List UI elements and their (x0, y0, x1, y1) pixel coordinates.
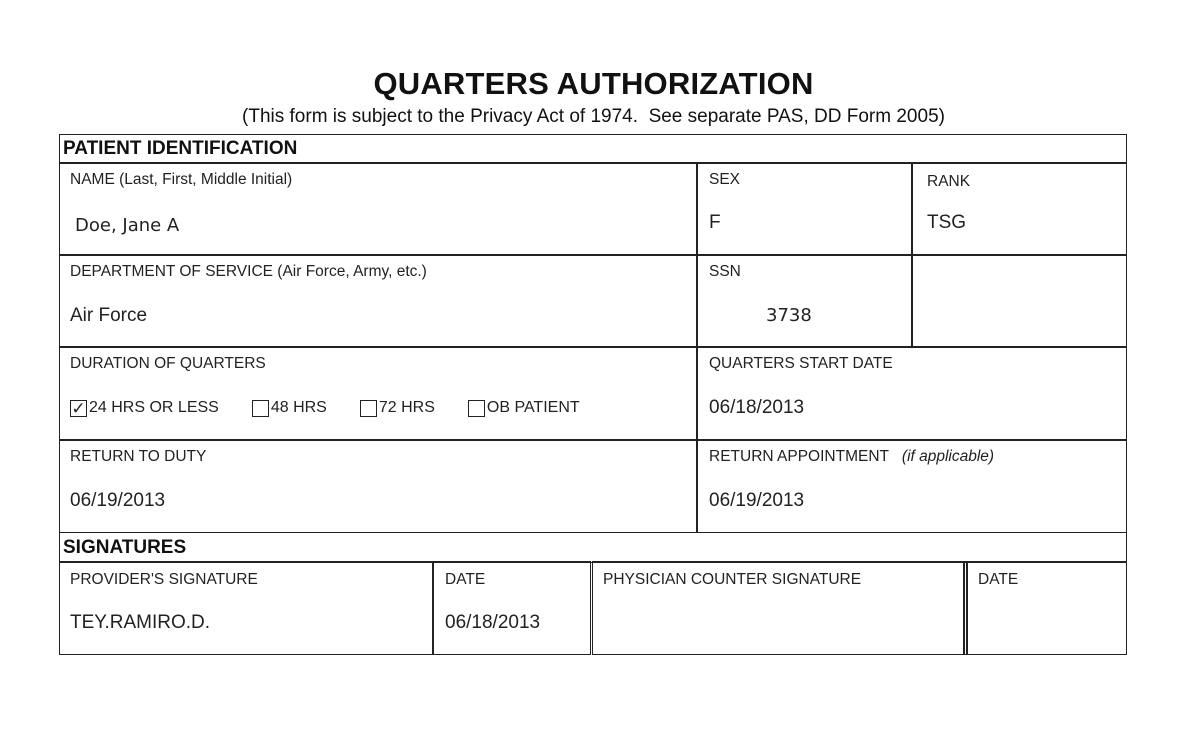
provider-signature-label: PROVIDER'S SIGNATURE (70, 571, 258, 588)
return-to-duty-value: 06/19/2013 (70, 490, 166, 511)
start-date-cell[interactable] (698, 347, 1127, 439)
provider-signature-value: TEY.RAMIRO.D. (70, 612, 211, 633)
checkbox-72-hrs[interactable] (360, 400, 377, 417)
option-ob-patient[interactable] (468, 399, 580, 417)
ssn-label: SSN (709, 263, 741, 280)
physician-date-label: DATE (978, 571, 1019, 588)
provider-signature-cell[interactable] (59, 563, 432, 655)
sex-value: F (709, 212, 721, 233)
form-title: QUARTERS AUTHORIZATION (373, 66, 814, 101)
return-appointment-title: RETURN APPOINTMENT (709, 448, 889, 465)
rank-label: RANK (927, 173, 971, 190)
checkbox-24-hrs[interactable]: ✓ (71, 398, 86, 418)
signatures-header-box (59, 532, 1127, 563)
ssn-cell[interactable] (698, 255, 911, 346)
name-label: NAME (Last, First, Middle Initial) (70, 171, 293, 188)
option-24-hrs-label: 24 HRS OR LESS (89, 399, 219, 416)
return-appointment-label (709, 448, 994, 466)
name-cell[interactable] (59, 163, 696, 254)
duration-cell (59, 347, 696, 439)
name-value: Doe, Jane A (75, 215, 180, 236)
return-to-duty-label: RETURN TO DUTY (70, 448, 207, 465)
checkbox-48-hrs[interactable] (252, 400, 269, 417)
ssn-value: 3738 (766, 305, 812, 326)
department-value: Air Force (70, 305, 148, 326)
return-appointment-value: 06/19/2013 (709, 490, 805, 511)
start-date-label: QUARTERS START DATE (709, 355, 893, 372)
option-24-hrs[interactable] (70, 399, 219, 417)
rank-value: TSG (927, 212, 967, 233)
physician-date-cell[interactable] (967, 563, 1127, 655)
duration-label: DURATION OF QUARTERS (70, 355, 266, 372)
sex-cell[interactable] (698, 163, 911, 254)
return-appointment-note: (if applicable) (901, 448, 995, 465)
rank-cell[interactable] (913, 163, 1127, 254)
form-subtitle: (This form is subject to the Privacy Act of 1974. See separate PAS, DD Form 2005) (242, 106, 945, 127)
option-72-hrs[interactable] (360, 399, 435, 417)
duration-options (70, 399, 613, 417)
department-cell[interactable] (59, 255, 696, 346)
patient-section-header: PATIENT IDENTIFICATION (63, 137, 298, 159)
option-72-hrs-label: 72 HRS (378, 399, 435, 416)
option-ob-patient-label: OB PATIENT (486, 399, 580, 416)
checkbox-ob-patient[interactable] (468, 400, 485, 417)
physician-signature-label: PHYSICIAN COUNTER SIGNATURE (603, 571, 862, 588)
option-48-hrs-label: 48 HRS (270, 399, 327, 416)
physician-signature-cell[interactable] (592, 563, 963, 655)
department-label: DEPARTMENT OF SERVICE (Air Force, Army, etc.) (70, 263, 427, 280)
provider-date-cell[interactable] (434, 563, 591, 655)
quarters-form (59, 134, 1127, 655)
return-appointment-cell[interactable] (698, 440, 1127, 533)
provider-date-value: 06/18/2013 (445, 612, 541, 633)
divider (963, 561, 965, 655)
start-date-value: 06/18/2013 (709, 397, 805, 418)
signatures-section-header: SIGNATURES (63, 536, 187, 558)
return-to-duty-cell[interactable] (59, 440, 696, 533)
sex-label: SEX (709, 171, 741, 188)
option-48-hrs[interactable] (252, 399, 327, 417)
provider-date-label: DATE (445, 571, 486, 588)
